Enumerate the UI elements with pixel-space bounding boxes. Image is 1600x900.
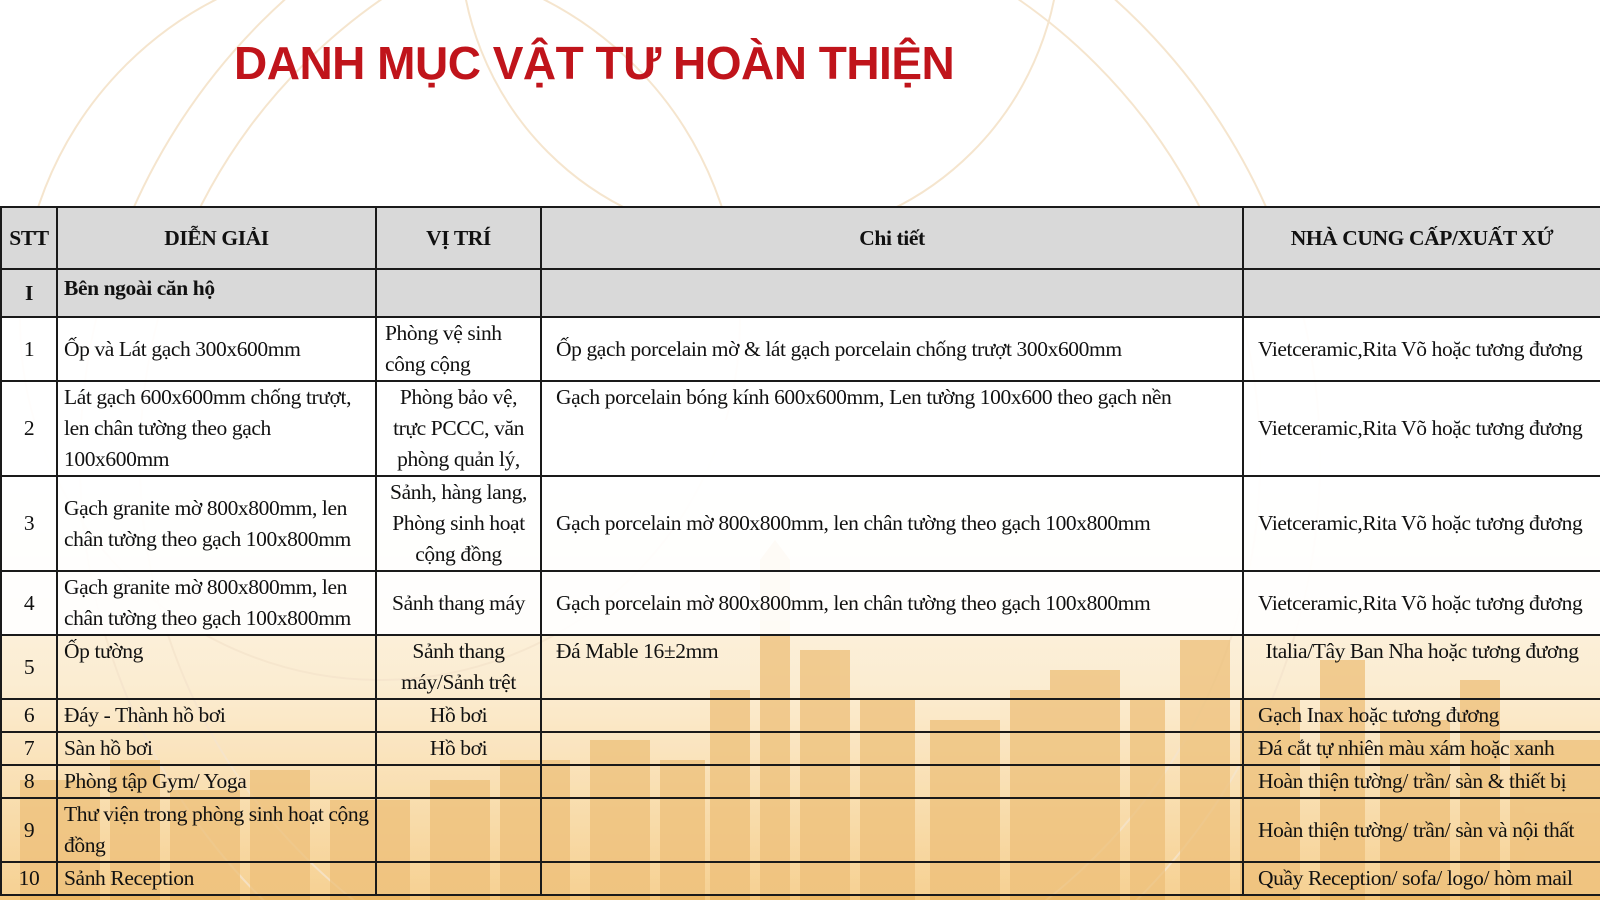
row-detail	[541, 732, 1243, 765]
row-description: Sàn hồ bơi	[57, 732, 376, 765]
row-location: Hồ bơi	[376, 732, 541, 765]
row-stt: 4	[1, 571, 57, 635]
row-supplier: Vietceramic,Rita Võ hoặc tương đương	[1243, 571, 1600, 635]
row-description: Gạch granite mờ 800x800mm, len chân tường theo gạch 100x800mm	[57, 571, 376, 635]
header-location: VỊ TRÍ	[376, 207, 541, 269]
row-detail: Ốp gạch porcelain mờ & lát gạch porcelain chống trượt 300x600mm	[541, 317, 1243, 381]
table-row	[1, 635, 1600, 699]
row-description: Gạch granite mờ 800x800mm, len chân tường theo gạch 100x800mm	[57, 476, 376, 571]
row-location: Sảnh thang máy/Sảnh trệt	[376, 635, 541, 699]
row-location: Phòng vệ sinh công cộng	[376, 317, 541, 381]
row-detail: Đá Mable 16±2mm	[541, 635, 1243, 699]
row-detail	[541, 699, 1243, 732]
table-header-row	[1, 207, 1600, 269]
row-supplier: Hoàn thiện tường/ trần/ sàn và nội thất	[1243, 798, 1600, 862]
table-row	[1, 571, 1600, 635]
row-location: Sảnh thang máy	[376, 571, 541, 635]
page-title: DANH MỤC VẬT TƯ HOÀN THIỆN	[234, 37, 955, 89]
table-row	[1, 317, 1600, 381]
row-stt: 7	[1, 732, 57, 765]
row-supplier: Gạch Inax hoặc tương đương	[1243, 699, 1600, 732]
row-supplier: Italia/Tây Ban Nha hoặc tương đương	[1243, 635, 1600, 699]
row-location	[376, 798, 541, 862]
row-stt: 1	[1, 317, 57, 381]
row-location: Sảnh, hàng lang, Phòng sinh hoạt cộng đồng	[376, 476, 541, 571]
section-label: Bên ngoài căn hộ	[57, 269, 376, 317]
section-stt: I	[1, 269, 57, 317]
header-stt: STT	[1, 207, 57, 269]
row-location	[376, 765, 541, 798]
materials-table	[0, 206, 1600, 896]
row-supplier: Đá cắt tự nhiên màu xám hoặc xanh	[1243, 732, 1600, 765]
row-stt: 2	[1, 381, 57, 476]
row-stt: 6	[1, 699, 57, 732]
row-supplier: Vietceramic,Rita Võ hoặc tương đương	[1243, 476, 1600, 571]
table-row	[1, 765, 1600, 798]
table-row	[1, 699, 1600, 732]
row-description: Ốp và Lát gạch 300x600mm	[57, 317, 376, 381]
header-description: DIỄN GIẢI	[57, 207, 376, 269]
row-stt: 9	[1, 798, 57, 862]
row-detail: Gạch porcelain mờ 800x800mm, len chân tường theo gạch 100x800mm	[541, 571, 1243, 635]
row-description: Thư viện trong phòng sinh hoạt cộng đồng	[57, 798, 376, 862]
row-supplier: Vietceramic,Rita Võ hoặc tương đương	[1243, 381, 1600, 476]
row-description: Sảnh Reception	[57, 862, 376, 895]
row-stt: 5	[1, 635, 57, 699]
row-supplier: Vietceramic,Rita Võ hoặc tương đương	[1243, 317, 1600, 381]
row-detail: Gạch porcelain bóng kính 600x600mm, Len tường 100x600 theo gạch nền	[541, 381, 1243, 476]
table-row	[1, 798, 1600, 862]
row-stt: 3	[1, 476, 57, 571]
table-row	[1, 476, 1600, 571]
row-location: Hồ bơi	[376, 699, 541, 732]
table-row	[1, 381, 1600, 476]
row-stt: 10	[1, 862, 57, 895]
row-description: Phòng tập Gym/ Yoga	[57, 765, 376, 798]
row-description: Đáy - Thành hồ bơi	[57, 699, 376, 732]
row-detail	[541, 862, 1243, 895]
row-location: Phòng bảo vệ, trực PCCC, văn phòng quản lý,	[376, 381, 541, 476]
row-description: Lát gạch 600x600mm chống trượt, len chân tường theo gạch 100x600mm	[57, 381, 376, 476]
row-description: Ốp tường	[57, 635, 376, 699]
table-row	[1, 862, 1600, 895]
row-supplier: Hoàn thiện tường/ trần/ sàn & thiết bị	[1243, 765, 1600, 798]
row-detail	[541, 798, 1243, 862]
row-stt: 8	[1, 765, 57, 798]
row-detail	[541, 765, 1243, 798]
row-supplier: Quầy Reception/ sofa/ logo/ hòm mail	[1243, 862, 1600, 895]
header-detail: Chi tiết	[541, 207, 1243, 269]
row-detail: Gạch porcelain mờ 800x800mm, len chân tường theo gạch 100x800mm	[541, 476, 1243, 571]
section-row	[1, 269, 1600, 317]
table-row	[1, 732, 1600, 765]
row-location	[376, 862, 541, 895]
header-supplier: NHÀ CUNG CẤP/XUẤT XỨ	[1243, 207, 1600, 269]
